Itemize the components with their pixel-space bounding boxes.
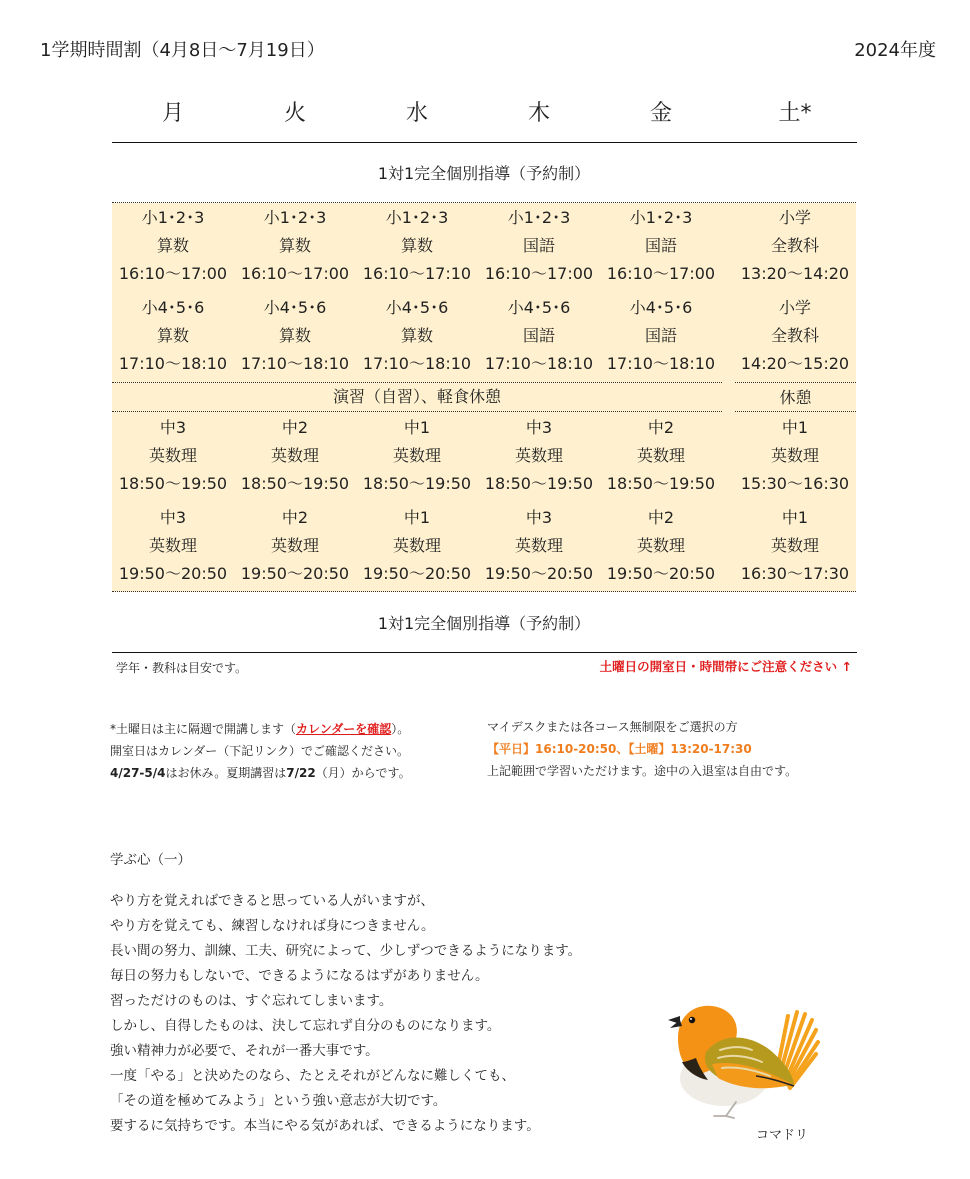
grade-label: 中1 xyxy=(781,418,809,437)
dotted-divider xyxy=(112,382,722,383)
grade-label: 小1･2･3 xyxy=(507,208,571,227)
subject-label: 国語 xyxy=(522,236,555,255)
saturday-note-text: *土曜日は主に隔週で開講します（ xyxy=(110,722,297,736)
saturday-note-line xyxy=(110,718,411,740)
time-label: 18:50〜19:50 xyxy=(240,474,350,493)
essay-body xyxy=(110,889,581,1139)
break-saturday-label: 休憩 xyxy=(779,388,812,407)
time-label: 17:10〜18:10 xyxy=(240,354,350,373)
summer-start-text: （月）からです。 xyxy=(315,766,411,780)
time-label: 19:50〜20:50 xyxy=(484,564,594,583)
class-cell-mon xyxy=(112,414,234,498)
unlimited-note-line-3: 上記範囲で学習いただけます。途中の入退室は自由です。 xyxy=(487,764,798,778)
time-label: 17:10〜18:10 xyxy=(118,354,228,373)
grade-label: 中2 xyxy=(647,418,675,437)
section-label-bottom: 1対1完全個別指導（予約制） xyxy=(377,614,591,633)
day-header-tue: 火 xyxy=(283,101,306,126)
day-header-sat: 土* xyxy=(778,101,812,126)
class-cell-tue xyxy=(234,294,356,378)
bird-caption: コマドリ xyxy=(756,1128,809,1143)
grade-label: 小4･5･6 xyxy=(141,298,205,317)
grade-label: 小4･5･6 xyxy=(507,298,571,317)
holiday-note-line xyxy=(110,762,411,784)
class-cell-thu xyxy=(478,294,600,378)
grade-label: 小1･2･3 xyxy=(629,208,693,227)
dotted-divider xyxy=(112,202,856,203)
time-label: 16:10〜17:00 xyxy=(606,264,716,283)
subject-label: 算数 xyxy=(156,236,189,255)
essay-title: 学ぶ心（一） xyxy=(110,852,191,868)
time-label: 16:10〜17:10 xyxy=(362,264,472,283)
subject-label: 英数理 xyxy=(636,446,685,465)
class-cell-sat xyxy=(734,294,856,378)
subject-label: 国語 xyxy=(522,326,555,345)
essay-line: 「その道を極めてみよう」という強い意志が大切です。 xyxy=(110,1093,447,1109)
subject-label: 全教科 xyxy=(770,236,819,255)
footer-divider xyxy=(112,652,857,653)
subject-label: 英数理 xyxy=(770,446,819,465)
guideline-note: 学年・教科は目安です。 xyxy=(116,661,248,675)
class-cell-wed xyxy=(356,294,478,378)
essay-line: 強い精神力が必要で、それが一番大事です。 xyxy=(110,1043,379,1059)
time-label: 17:10〜18:10 xyxy=(484,354,594,373)
subject-label: 算数 xyxy=(278,326,311,345)
saturday-note-suffix: ）。 xyxy=(391,722,410,736)
grade-label: 中1 xyxy=(403,508,431,527)
subject-label: 国語 xyxy=(644,326,677,345)
unlimited-note-line-1: マイデスクまたは各コース無制限をご選択の方 xyxy=(487,720,738,734)
dotted-divider xyxy=(112,411,722,412)
class-cell-fri xyxy=(600,414,722,498)
subject-label: 国語 xyxy=(644,236,677,255)
class-cell-thu xyxy=(478,504,600,588)
grade-label: 中2 xyxy=(281,418,309,437)
class-cell-wed xyxy=(356,504,478,588)
class-cell-tue xyxy=(234,504,356,588)
class-cell-sat xyxy=(734,504,856,588)
class-cell-mon xyxy=(112,294,234,378)
break-weekday-label: 演習（自習）、軽食休憩 xyxy=(332,387,501,406)
subject-label: 英数理 xyxy=(270,536,319,555)
time-label: 16:10〜17:00 xyxy=(240,264,350,283)
grade-label: 中3 xyxy=(525,508,553,527)
class-cell-fri xyxy=(600,204,722,288)
subject-label: 全教科 xyxy=(770,326,819,345)
school-year: 2024年度 xyxy=(854,40,936,61)
grade-label: 中1 xyxy=(781,508,809,527)
dotted-divider xyxy=(735,382,856,383)
day-header-row xyxy=(112,96,856,130)
subject-label: 英数理 xyxy=(148,446,197,465)
grade-label: 小学 xyxy=(778,298,811,317)
subject-label: 算数 xyxy=(400,326,433,345)
subject-label: 英数理 xyxy=(514,446,563,465)
class-cell-sat xyxy=(734,414,856,498)
day-header-fri: 金 xyxy=(649,101,672,126)
time-label: 19:50〜20:50 xyxy=(118,564,228,583)
essay-line: 長い間の努力、訓練、工夫、研究によって、少しずつできるようになります。 xyxy=(110,943,582,959)
robin-bird-icon xyxy=(666,998,826,1123)
time-label: 19:50〜20:50 xyxy=(606,564,716,583)
calendar-note-line: 開室日はカレンダー（下記リンク）でご確認ください。 xyxy=(110,744,409,758)
grade-label: 中2 xyxy=(647,508,675,527)
grade-label: 中3 xyxy=(159,418,187,437)
grade-label: 小4･5･6 xyxy=(263,298,327,317)
grade-label: 中3 xyxy=(525,418,553,437)
grade-label: 中1 xyxy=(403,418,431,437)
essay-line: やり方を覚えればできると思っている人がいますが、 xyxy=(110,893,434,909)
class-cell-fri xyxy=(600,504,722,588)
saturday-warning: 土曜日の開室日・時間帯にご注意ください ↑ xyxy=(599,659,852,674)
subject-label: 英数理 xyxy=(636,536,685,555)
subject-label: 算数 xyxy=(156,326,189,345)
grade-label: 小1･2･3 xyxy=(385,208,449,227)
dotted-divider xyxy=(735,411,856,412)
subject-label: 英数理 xyxy=(392,446,441,465)
grade-label: 小4･5･6 xyxy=(629,298,693,317)
essay-line: 要するに気持ちです。本当にやる気があれば、できるようになります。 xyxy=(110,1118,540,1134)
grade-label: 小4･5･6 xyxy=(385,298,449,317)
header-divider xyxy=(112,142,857,143)
time-label: 18:50〜19:50 xyxy=(118,474,228,493)
essay-line: 毎日の努力もしないで、できるようになるはずがありません。 xyxy=(110,968,489,984)
time-label: 14:20〜15:20 xyxy=(740,354,850,373)
class-cell-thu xyxy=(478,204,600,288)
grade-label: 中2 xyxy=(281,508,309,527)
time-label: 18:50〜19:50 xyxy=(606,474,716,493)
subject-label: 英数理 xyxy=(148,536,197,555)
summer-start-date: 7/22 xyxy=(286,766,316,780)
class-cell-tue xyxy=(234,204,356,288)
essay-line: 習っただけのものは、すぐ忘れてしまいます。 xyxy=(110,993,393,1009)
day-header-wed: 水 xyxy=(405,101,428,126)
class-cell-fri xyxy=(600,294,722,378)
schedule-notes xyxy=(110,718,411,784)
time-label: 19:50〜20:50 xyxy=(362,564,472,583)
grade-label: 中3 xyxy=(159,508,187,527)
subject-label: 英数理 xyxy=(770,536,819,555)
essay-line: やり方を覚えても、練習しなければ身につきません。 xyxy=(110,918,435,934)
grade-label: 小1･2･3 xyxy=(141,208,205,227)
time-label: 17:10〜18:10 xyxy=(606,354,716,373)
section-label-top: 1対1完全個別指導（予約制） xyxy=(377,164,591,183)
time-label: 15:30〜16:30 xyxy=(740,474,850,493)
subject-label: 英数理 xyxy=(392,536,441,555)
open-hours-line: 【平日】16:10-20:50、【土曜】13:20-17:30 xyxy=(487,742,752,756)
class-cell-tue xyxy=(234,414,356,498)
day-header-mon: 月 xyxy=(161,101,184,126)
time-label: 13:20〜14:20 xyxy=(740,264,850,283)
class-cell-mon xyxy=(112,504,234,588)
time-label: 17:10〜18:10 xyxy=(362,354,472,373)
subject-label: 算数 xyxy=(400,236,433,255)
grade-label: 小学 xyxy=(778,208,811,227)
time-label: 16:10〜17:00 xyxy=(484,264,594,283)
holiday-dates: 4/27-5/4 xyxy=(110,766,166,780)
dotted-divider xyxy=(112,591,856,592)
subject-label: 算数 xyxy=(278,236,311,255)
calendar-link[interactable]: カレンダーを確認 xyxy=(296,722,392,736)
class-cell-wed xyxy=(356,204,478,288)
holiday-text: はお休み。夏期講習は xyxy=(165,766,287,780)
time-label: 16:10〜17:00 xyxy=(118,264,228,283)
essay-line: 一度「やる」と決めたのなら、たとえそれがどんなに難しくても、 xyxy=(110,1068,515,1084)
class-cell-wed xyxy=(356,414,478,498)
page-title: 1学期時間割（4月8日〜7月19日） xyxy=(40,40,325,61)
class-cell-thu xyxy=(478,414,600,498)
class-cell-sat xyxy=(734,204,856,288)
subject-label: 英数理 xyxy=(514,536,563,555)
time-label: 16:30〜17:30 xyxy=(740,564,850,583)
subject-label: 英数理 xyxy=(270,446,319,465)
time-label: 19:50〜20:50 xyxy=(240,564,350,583)
essay-line: しかし、自得したものは、決して忘れず自分のものになります。 xyxy=(110,1018,501,1034)
time-label: 18:50〜19:50 xyxy=(484,474,594,493)
time-label: 18:50〜19:50 xyxy=(362,474,472,493)
class-cell-mon xyxy=(112,204,234,288)
grade-label: 小1･2･3 xyxy=(263,208,327,227)
unlimited-course-notes xyxy=(487,716,797,782)
day-header-thu: 木 xyxy=(527,101,550,126)
